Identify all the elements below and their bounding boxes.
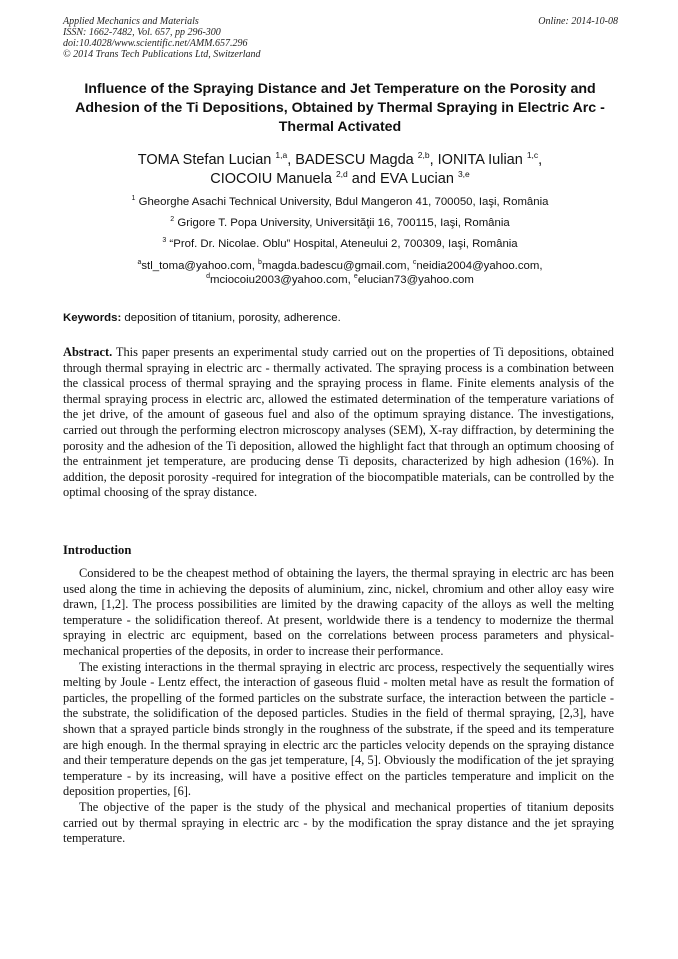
email-link[interactable]: mciocoiu2003@yahoo.com <box>210 274 348 286</box>
affiliation-number: 2 <box>170 216 175 223</box>
paragraph: The objective of the paper is the study of the physical and mechanical properties of titanium deposits carried out by thermal spraying in electric arc - by the modification the spray distance and the jet spraying temperature. <box>63 799 614 846</box>
affiliation-text: Gheorghe Asachi Technical University, Bdul Mangeron 41, 700050, Iaşi, România <box>138 196 549 208</box>
email-link[interactable]: stl_toma@yahoo.com <box>141 260 252 272</box>
email-mark: a <box>137 259 142 266</box>
email-mark: e <box>353 273 358 280</box>
affiliation-number: 3 <box>162 237 167 244</box>
author-separator: , <box>287 152 296 168</box>
author-list <box>62 151 618 189</box>
journal-doi: doi:10.4028/www.scientific.net/AMM.657.296 <box>63 38 248 49</box>
introduction-body <box>63 566 614 847</box>
paragraph: Considered to be the cheapest method of obtaining the layers, the thermal spraying in electric arc has been used along the time in achieving the deposits of aluminium, zinc, nickel, chromium and other alloy easy wire drawn, [1,2]. The process possibilities are limited by the drawing capacity of the alloys as well the melting temperature - the solidification thereof. At present, worldwide there is a tendency to modernize the thermal spraying in electric arc equipment, based on the correlations between process parameters and physical-mechanical properties of the deposits, in order to increase their performance. <box>63 566 614 658</box>
author-separator: , <box>429 152 438 168</box>
affiliation <box>62 216 618 230</box>
journal-issn: ISSN: 1662-7482, Vol. 657, pp 296-300 <box>63 27 221 38</box>
online-date: Online: 2014-10-08 <box>538 16 618 27</box>
email-mark: c <box>412 259 417 266</box>
email-link[interactable]: neidia2004@yahoo.com <box>416 260 540 272</box>
email-mark: b <box>258 259 262 266</box>
journal-header <box>63 16 618 60</box>
paragraph: The existing interactions in the thermal spraying in electric arc process, respectively the sequentially wires melting by Joule - Lentz effect, the interaction of gaseous fluid - molten metal have as result the formation of particles, the propelling of the formed particles on the substrate surface, the interaction between the particle - the substrate, the solidification of the deposed particles. Studies in the field of thermal spraying, [2,3], have shown that a sprayed particle binds strongly in the roughness of the substrate, if the speed and its temperature are high enough. In the thermal spraying in electric arc the particles velocity depends on the spraying distance and their temperature depends on the gas jet temperature, [4, 5]. Obviously the modification of the jet spraying temperature - by its increasing, will have a positive effect on the particles temperature and implicit on the deposition properties, [6]. <box>63 659 614 799</box>
author: BADESCU Magda <box>295 152 414 168</box>
author-affiliation-mark: 2,b <box>417 150 430 160</box>
affiliation <box>62 195 618 209</box>
email-link[interactable]: magda.badescu@gmail.com <box>261 260 407 272</box>
email-mark: d <box>206 273 210 280</box>
author: TOMA Stefan Lucian <box>137 152 272 168</box>
email-list: $^a$stl_toma@yahoo.com, $^b$magda.badescu@gmail.com, $^c$neidia2004@yahoo.com, $^d$mciocoiu2003@yahoo.com, $^e$elucian73@yahoo.com <box>137 259 543 286</box>
abstract <box>63 345 614 501</box>
keywords-label: Keywords: <box>63 312 122 324</box>
author-affiliation-mark: 1,a <box>275 150 288 160</box>
author-affiliation-mark: 1,c <box>526 150 539 160</box>
keywords <box>63 311 619 325</box>
affiliation-text: Grigore T. Popa University, Universităţii 16, 700115, Iaşi, România <box>177 217 510 229</box>
abstract-text: This paper presents an experimental study carried out on the properties of Ti depositions, obtained through thermal spraying in electric arc - thermally activated. The spraying process is a combination between the classical process of thermal spraying and the spraying process in flame. Finite elements analysis of the thermal spraying process in electric arc, allowed the estimated determination of the temperature variations of the jet drive, of the amount of gaseous fuel and also of the optimum spraying distance. The investigations, carried out through the performing electron microscopy analyses (SEM), X-ray diffraction, by determining the porosity and the adhesion of the Ti deposition, allowed the highlight fact that through an optimum choosing of the entrainment jet temperature, are producing dense Ti deposits, characterized by high adhesion (16%). In addition, the deposit porosity -required for integration of the biocompatible materials, can be controlled by the optimal choosing of the spray distance. <box>63 345 615 500</box>
author-affiliation-mark: 3,e <box>457 169 470 179</box>
affiliation-text: “Prof. Dr. Nicolae. Oblu” Hospital, Ateneului 2, 700309, Iaşi, România <box>169 238 518 250</box>
journal-name: Applied Mechanics and Materials <box>63 16 199 27</box>
author-separator: and <box>347 171 381 187</box>
section-heading-introduction: Introduction <box>63 543 132 557</box>
keywords-text: deposition of titanium, porosity, adherence. <box>124 312 341 324</box>
paper-title: Influence of the Spraying Distance and Jet Temperature on the Porosity and Adhesion of the Ti Depositions, Obtained by Thermal Spraying in Electric Arc - Thermal Activated <box>75 81 605 135</box>
journal-copyright: © 2014 Trans Tech Publications Ltd, Switzerland <box>63 49 261 60</box>
author: CIOCOIU Manuela <box>210 171 332 187</box>
author: IONITA Iulian <box>437 152 523 168</box>
email-link[interactable]: elucian73@yahoo.com <box>357 274 474 286</box>
affiliation-number: 1 <box>131 195 136 202</box>
affiliation <box>62 237 618 251</box>
author-separator: , <box>538 152 543 168</box>
abstract-label: Abstract. <box>63 345 113 359</box>
author-affiliation-mark: 2,d <box>335 169 348 179</box>
author: EVA Lucian <box>380 171 454 187</box>
